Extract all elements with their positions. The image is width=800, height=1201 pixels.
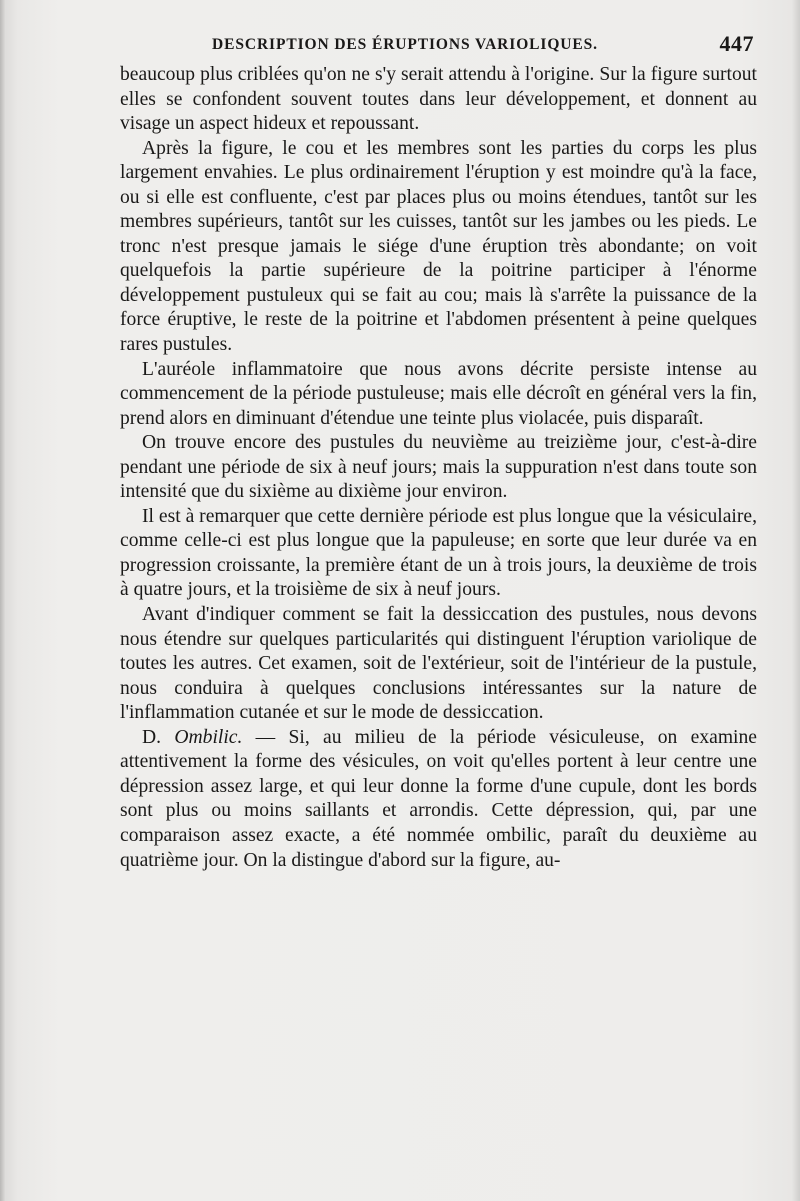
section-body: — Si, au milieu de la période vésiculeuse, on examine attentivement la forme des vésicules, on voit qu'elles portent à leur centre une dépression assez large, et qui leur donne la forme d'une cupule, dont les bords sont plus ou moins saillants et arrondis. Cette dépression, qui, par une comparaison assez exacte, a été nommée ombilic, paraît du deuxième au quatrième jour. On la distingue d'abord sur la figure, au- bbox=[120, 726, 757, 871]
page-header bbox=[120, 31, 760, 62]
page-number: 447 bbox=[719, 31, 754, 56]
paragraph: On trouve encore des pustules du neuvième au treizième jour, c'est-à-dire pendant une période de six à neuf jours; mais la suppuration n'est dans toute son intensité que du sixième au dixième jour environ. bbox=[120, 432, 757, 503]
section-title: Ombilic. bbox=[174, 726, 243, 748]
paragraph-continued: beaucoup plus criblées qu'on ne s'y serait attendu à l'origine. Sur la figure surtout elles se confondent souvent toutes dans leur développement, et donnent au visage un aspect hideux et repoussant. bbox=[120, 64, 757, 135]
running-head: DESCRIPTION DES ÉRUPTIONS VARIOLIQUES. bbox=[212, 36, 598, 53]
paragraph: L'auréole inflammatoire que nous avons décrite persiste intense au commencement de la période pustuleuse; mais elle décroît en général vers la fin, prend alors en diminuant d'étendue une teinte plus violacée, puis disparaît. bbox=[120, 358, 757, 429]
section-letter: D. bbox=[142, 726, 162, 748]
paragraph: Après la figure, le cou et les membres sont les parties du corps les plus largement envahies. Le plus ordinairement l'éruption y est moindre qu'à la face, ou si elle est confluente, c'est par places plus ou moins étendues, tantôt sur les membres supérieurs, tantôt sur les cuisses, tantôt sur les jambes ou les pieds. Le tronc n'est presque jamais le siége d'une éruption très abondante; on voit quelquefois la partie supérieure de la poitrine participer à l'énorme développement pustuleux qui se fait au cou; mais là s'arrête la puissance de la force éruptive, le reste de la poitrine et l'abdomen présentent à peine quelques rares pustules. bbox=[120, 137, 757, 356]
page-right-edge bbox=[792, 0, 800, 1201]
section-d-paragraph bbox=[120, 726, 757, 873]
paragraph: Avant d'indiquer comment se fait la dessiccation des pustules, nous devons nous étendre sur quelques particularités qui distinguent l'éruption variolique de toutes les autres. Cet examen, soit de l'extérieur, soit de l'intérieur de la pustule, nous conduira à quelques conclusions intéressantes sur la nature de l'inflammation cutanée et sur le mode de dessiccation. bbox=[120, 604, 757, 724]
paragraph: Il est à remarquer que cette dernière période est plus longue que la vésiculaire, comme celle-ci est plus longue que la papuleuse; en sorte que leur durée va en progression croissante, la première étant de un à trois jours, la deuxième de trois à quatre jours, et la troisième de six à neuf jours. bbox=[120, 505, 757, 601]
page-left-edge bbox=[0, 0, 6, 1201]
body-text bbox=[120, 63, 757, 873]
